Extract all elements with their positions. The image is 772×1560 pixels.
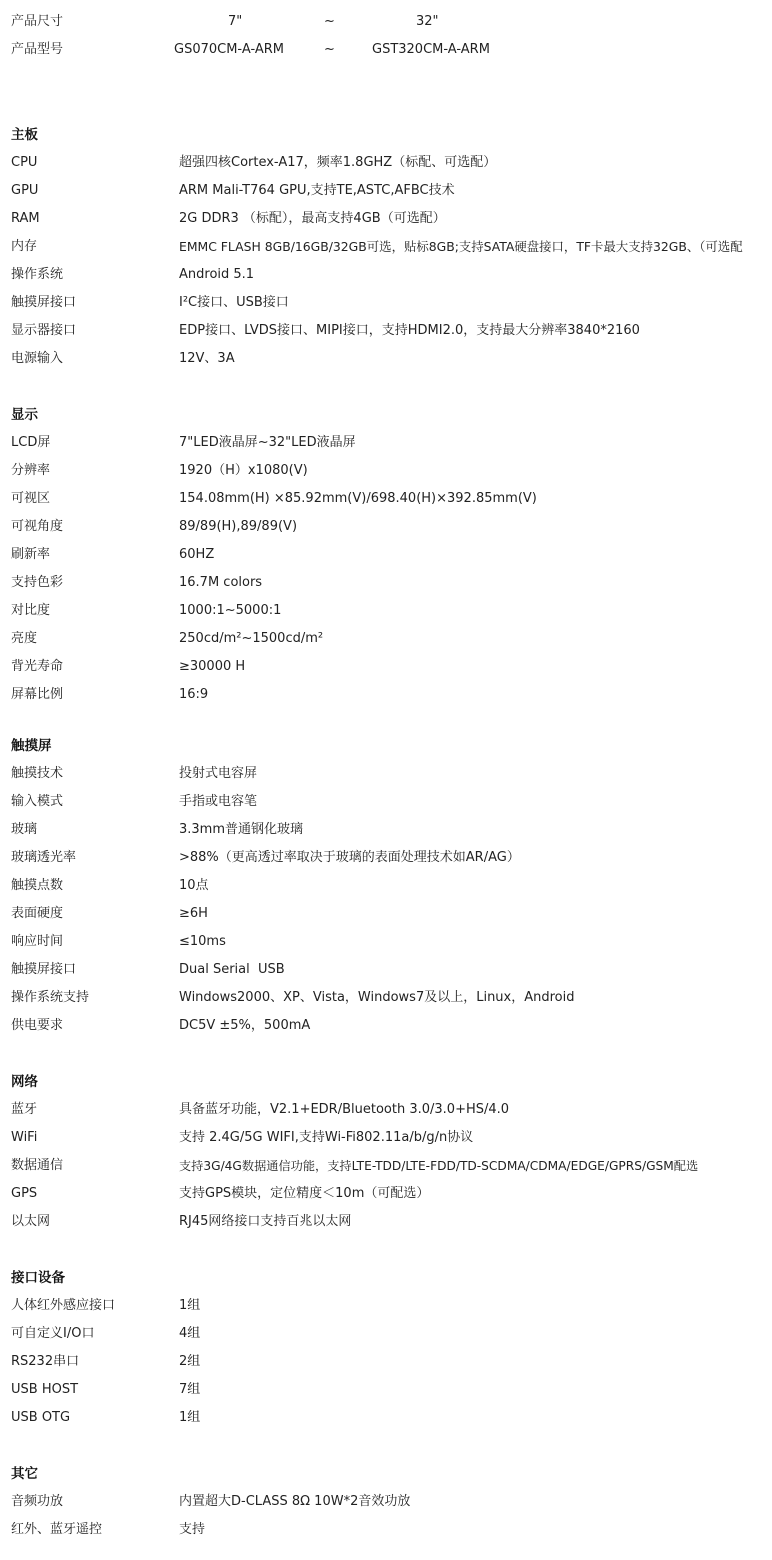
product-size-to: 32" [416,14,439,29]
product-model-label: 产品型号 [11,42,64,57]
product-size-separator: ~ [324,14,335,29]
spec-label: 背光寿命 [11,659,64,674]
spec-label: 以太网 [11,1214,51,1229]
product-model-to: GST320CM-A-ARM [372,42,490,57]
spec-label: 供电要求 [11,1018,64,1033]
spec-label: 可自定义I/O口 [11,1326,95,1341]
spec-value: 手指或电容笔 [179,794,258,809]
spec-value: 内置超大D-CLASS 8Ω 10W*2音效功放 [179,1494,411,1509]
spec-label: 玻璃 [11,822,38,837]
spec-label: USB HOST [11,1382,79,1397]
spec-value: 支持 [179,1522,206,1537]
spec-value: 12V、3A [179,351,235,366]
spec-label: 分辨率 [11,463,51,478]
spec-value: 2组 [179,1354,201,1369]
section-title-network: 网络 [11,1074,38,1090]
spec-value: 10点 [179,878,209,893]
spec-value: 16.7M colors [179,575,263,590]
spec-label: 电源输入 [11,351,64,366]
section-title-other: 其它 [11,1466,38,1482]
spec-value: DC5V ±5%，500mA [179,1018,311,1033]
spec-label: 支持色彩 [11,575,64,590]
spec-value: 2G DDR3 （标配），最高支持4GB（可选配） [179,211,446,226]
spec-label: 可视角度 [11,519,64,534]
spec-value: 60HZ [179,547,215,562]
spec-value: 16:9 [179,687,209,702]
spec-value: EMMC FLASH 8GB/16GB/32GB可选，贴标8GB;支持SATA硬盘接口，TF卡最大支持32GB、（可选配 [179,239,743,254]
spec-label: USB OTG [11,1410,71,1425]
spec-value: 超强四核Cortex-A17，频率1.8GHZ（标配、可选配） [179,155,497,170]
spec-label: 显示器接口 [11,323,77,338]
spec-label: 内存 [11,239,38,254]
spec-value: 支持3G/4G数据通信功能，支持LTE-TDD/LTE-FDD/TD-SCDMA/CDMA/EDGE/GPRS/GSM配选 [179,1159,699,1173]
section-title-display: 显示 [11,407,38,423]
spec-value: 1000:1~5000:1 [179,603,282,618]
spec-value: 1组 [179,1410,201,1425]
spec-label: 触摸技术 [11,766,64,781]
spec-value: 具备蓝牙功能，V2.1+EDR/Bluetooth 3.0/3.0+HS/4.0 [179,1102,510,1117]
section-title-io: 接口设备 [11,1270,65,1286]
spec-value: EDP接口、LVDS接口、MIPI接口，支持HDMI2.0，支持最大分辨率3840*2160 [179,323,640,338]
spec-value: Dual Serial USB [179,962,285,977]
spec-row [11,1152,772,1180]
spec-value: 1920（H）x1080(V) [179,463,308,478]
spec-value: 支持 2.4G/5G WIFI,支持Wi-Fi802.11a/b/g/n协议 [179,1130,474,1145]
spec-label: 响应时间 [11,934,64,949]
spec-value: 支持GPS模块，定位精度＜10m（可配选） [179,1186,430,1201]
product-model-separator: ~ [324,42,335,57]
spec-value: ARM Mali-T764 GPU,支持TE,ASTC,AFBC技术 [179,183,455,198]
spec-label: 表面硬度 [11,906,64,921]
product-model-from: GS070CM-A-ARM [174,42,284,57]
spec-label: 触摸点数 [11,878,64,893]
spec-value: 7组 [179,1382,201,1397]
spec-value: ≥6H [179,906,208,921]
spec-label: 蓝牙 [11,1102,38,1117]
product-size-from: 7" [228,14,243,29]
spec-value: I²C接口、USB接口 [179,295,289,310]
section-title-touch: 触摸屏 [11,738,52,754]
spec-label: 人体红外感应接口 [11,1298,116,1313]
spec-row [11,233,772,261]
product-size-label: 产品尺寸 [11,14,64,29]
spec-value: 154.08mm(H) ×85.92mm(V)/698.40(H)×392.85mm(V) [179,491,537,506]
spec-label: 触摸屏接口 [11,295,77,310]
spec-label: 触摸屏接口 [11,962,77,977]
spec-value: 4组 [179,1326,201,1341]
section-title-board: 主板 [11,127,38,143]
spec-label: CPU [11,155,38,170]
spec-value: ≤10ms [179,934,226,949]
spec-value: 7"LED液晶屏~32"LED液晶屏 [179,435,356,450]
spec-value: >88%（更高透过率取决于玻璃的表面处理技术如AR/AG） [179,850,520,865]
spec-label: WiFi [11,1130,38,1145]
spec-label: 亮度 [11,631,38,646]
spec-value: 89/89(H),89/89(V) [179,519,298,534]
spec-value: ≥30000 H [179,659,246,674]
spec-value: RJ45网络接口支持百兆以太网 [179,1214,352,1229]
spec-value: 250cd/m²~1500cd/m² [179,631,324,646]
spec-label: 音频功放 [11,1494,64,1509]
spec-label: 屏幕比例 [11,687,64,702]
spec-label: 输入模式 [11,794,64,809]
spec-label: 刷新率 [11,547,51,562]
spec-value: Android 5.1 [179,267,255,282]
spec-label: 玻璃透光率 [11,850,77,865]
spec-label: 操作系统支持 [11,990,90,1005]
spec-label: 可视区 [11,491,51,506]
spec-value: 3.3mm普通钢化玻璃 [179,822,304,837]
spec-label: GPS [11,1186,38,1201]
spec-label: LCD屏 [11,435,51,450]
spec-label: 操作系统 [11,267,64,282]
spec-value: 投射式电容屏 [179,766,258,781]
spec-value: 1组 [179,1298,201,1313]
spec-label: RS232串口 [11,1354,80,1369]
spec-value: Windows2000、XP、Vista，Windows7及以上，Linux，Android [179,990,575,1005]
spec-label: 红外、蓝牙遥控 [11,1522,103,1537]
spec-label: RAM [11,211,40,226]
spec-label: 对比度 [11,603,51,618]
spec-label: GPU [11,183,39,198]
spec-label: 数据通信 [11,1158,64,1173]
